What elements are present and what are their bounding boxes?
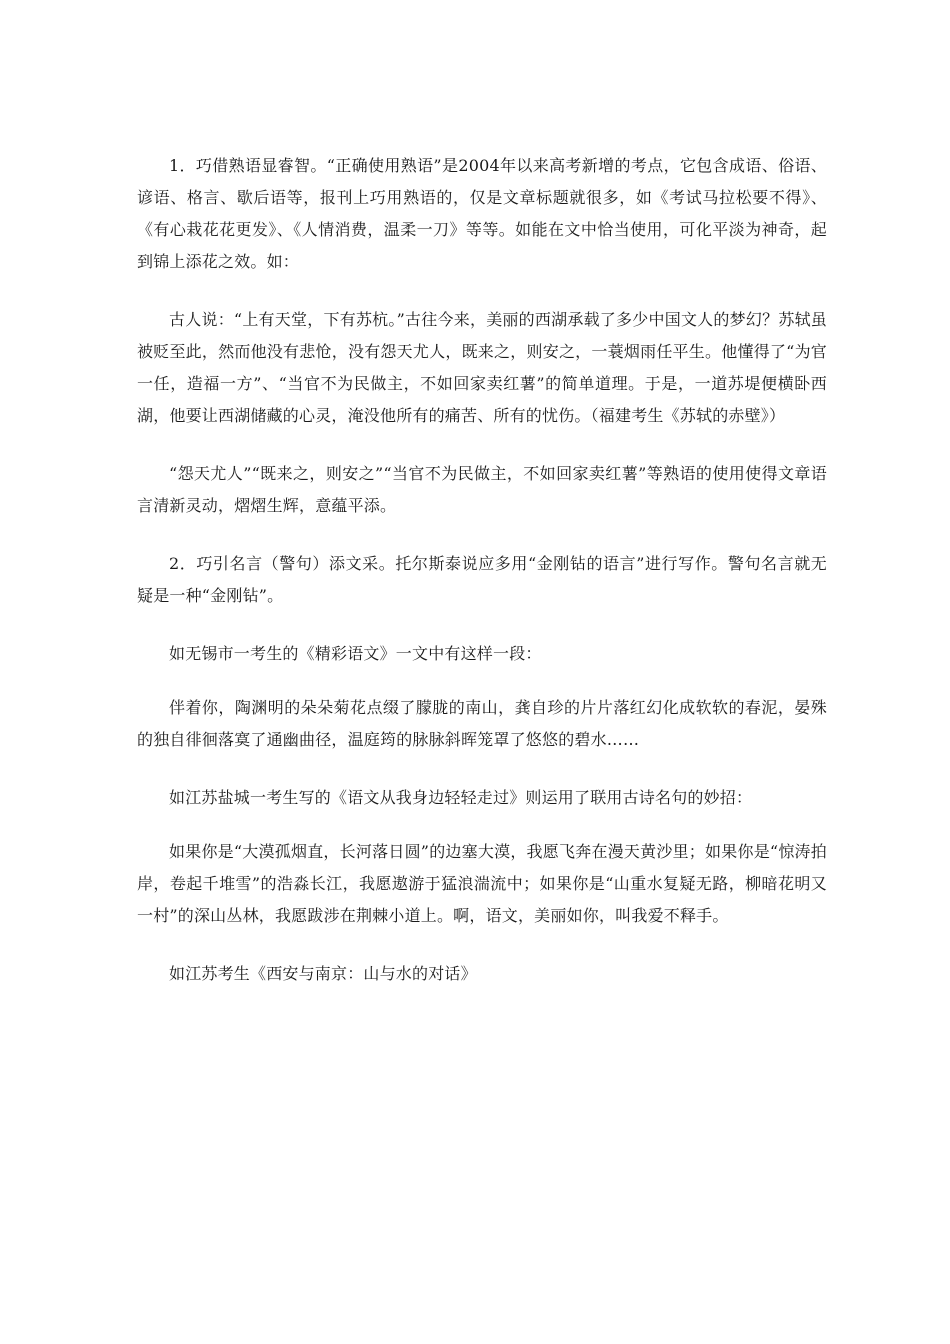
- paragraph-yancheng-example: 如果你是“大漠孤烟直，长河落日圆”的边塞大漠，我愿飞奔在漫天黄沙里；如果你是“惊涛拍岸，卷起千堆雪”的浩淼长江，我愿遨游于猛浪湍流中；如果你是“山重水复疑无路，柳暗花明又一村”的深山丛林，我愿跋涉在荆棘小道上。啊，语文，美丽如你，叫我爱不释手。: [137, 842, 827, 925]
- paragraph-idioms-intro: 1．巧借熟语显睿智。“正确使用熟语”是2004年以来高考新增的考点，它包含成语、俗语、谚语、格言、歇后语等，报刊上巧用熟语的，仅是文章标题就很多，如《考试马拉松要不得》、《有心栽花花更发》、《人情消费，温柔一刀》等等。如能在文中恰当使用，可化平淡为神奇，起到锦上添花之效。如：: [137, 156, 827, 271]
- paragraph-wuxi-example: 伴着你，陶渊明的朵朵菊花点缀了朦胧的南山，龚自珍的片片落红幻化成软软的春泥，晏殊的独自徘徊落寞了通幽曲径，温庭筠的脉脉斜晖笼罩了悠悠的碧水……: [137, 698, 827, 749]
- paragraph-idioms-comment: “怨天尤人”“既来之，则安之”“当官不为民做主，不如回家卖红薯”等熟语的使用使得文章语言清新灵动，熠熠生辉，意蕴平添。: [137, 464, 827, 515]
- paragraph-west-lake-example: 古人说：“上有天堂，下有苏杭。”古往今来，美丽的西湖承载了多少中国文人的梦幻？苏轼虽被贬至此，然而他没有悲怆，没有怨天尤人，既来之，则安之，一蓑烟雨任平生。他懂得了“为官一任，造福一方”、“当官不为民做主，不如回家卖红薯”的简单道理。于是，一道苏堤便横卧西湖，他要让西湖储藏的心灵，淹没他所有的痛苦、所有的忧伤。（福建考生《苏轼的赤壁》）: [137, 310, 827, 425]
- document-page: [137, 150, 827, 1016]
- paragraph-jiangsu-example-intro: 如江苏考生《西安与南京：山与水的对话》: [169, 964, 477, 983]
- paragraph-quotes-intro: 2．巧引名言（警句）添文采。托尔斯泰说应多用“金刚钻的语言”进行写作。警句名言就无疑是一种“金刚钻”。: [137, 554, 827, 605]
- paragraph-wuxi-example-intro: 如无锡市一考生的《精彩语文》一文中有这样一段：: [169, 644, 542, 663]
- paragraph-yancheng-example-intro: 如江苏盐城一考生写的《语文从我身边轻轻走过》则运用了联用古诗名句的妙招：: [169, 788, 753, 807]
